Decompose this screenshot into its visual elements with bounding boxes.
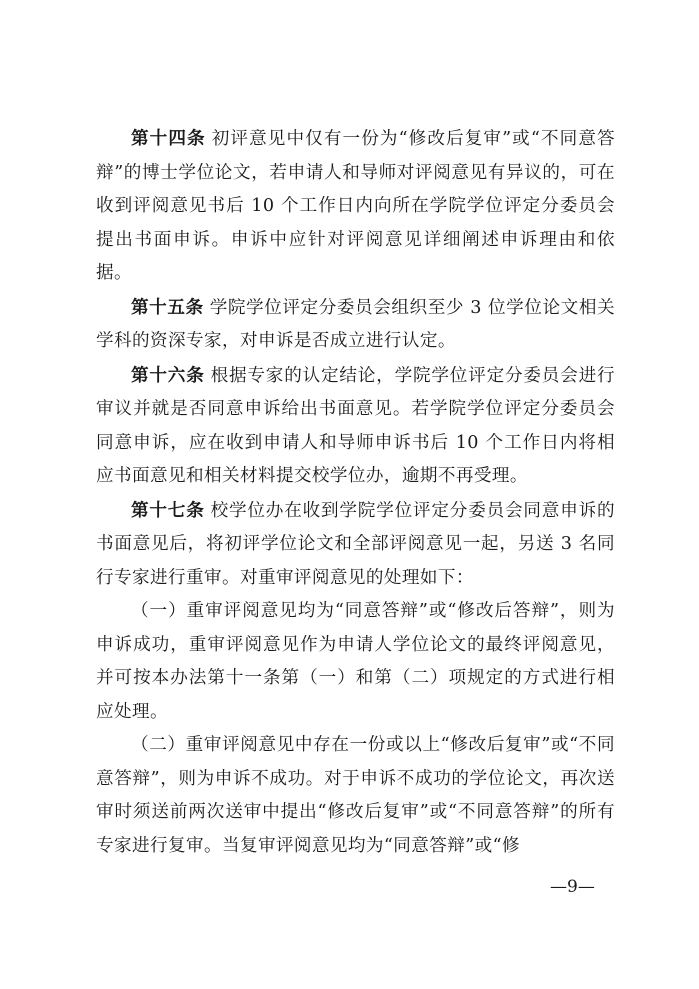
article-15-paragraph <box>96 291 615 359</box>
document-body <box>96 122 615 863</box>
article-text: 根据专家的认定结论，学院学位评定分委员会进行审议并就是否同意申诉给出书面意见。若学院学位评定分委员会同意申诉，应在收到申请人和导师申诉书后 10 个工作日内将相应书面意见和相关材料提交校学位办，逾期不再受理。 <box>96 365 615 486</box>
article-17-paragraph <box>96 494 615 596</box>
page-number: —9— <box>550 877 595 897</box>
article-text: 学院学位评定分委员会组织至少 3 位学位论文相关学科的资深专家，对申诉是否成立进行认定。 <box>96 297 615 351</box>
article-heading: 第十四条 <box>131 128 206 149</box>
article-text: 校学位办在收到学院学位评定分委员会同意申诉的书面意见后，将初评学位论文和全部评阅意见一起，另送 3 名同行专家进行重审。对重审评阅意见的处理如下： <box>96 500 615 588</box>
article-16-paragraph <box>96 359 615 494</box>
article-text: 初评意见中仅有一份为“修改后复审”或“不同意答辩”的博士学位论文，若申请人和导师对评阅意见有异议的，可在收到评阅意见书后 10 个工作日内向所在学院学位评定分委员会提出书面申诉。申诉中应针对评阅意见详细阐述申诉理由和依据。 <box>96 129 616 283</box>
article-14-paragraph <box>96 122 615 291</box>
clause-2-paragraph <box>96 729 615 863</box>
article-heading: 第十五条 <box>131 296 204 318</box>
article-heading: 第十六条 <box>131 364 205 386</box>
clause-text: （二）重审评阅意见中存在一份或以上“修改后复审”或“不同意答辩”，则为申诉不成功。对于申诉不成功的学位论文，再次送审时须送前两次送审中提出“修改后复审”或“不同意答辩”的所有专家进行复审。当复审评阅意见均为“同意答辩”或“修 <box>96 735 615 856</box>
article-heading: 第十七条 <box>131 499 205 521</box>
clause-1-paragraph <box>96 595 615 729</box>
clause-text: （一）重审评阅意见均为“同意答辩”或“修改后答辩”，则为申诉成功，重审评阅意见作为申请人学位论文的最终评阅意见，并可按本办法第十一条第（一）和第（二）项规定的方式进行相应处理。 <box>96 601 615 722</box>
